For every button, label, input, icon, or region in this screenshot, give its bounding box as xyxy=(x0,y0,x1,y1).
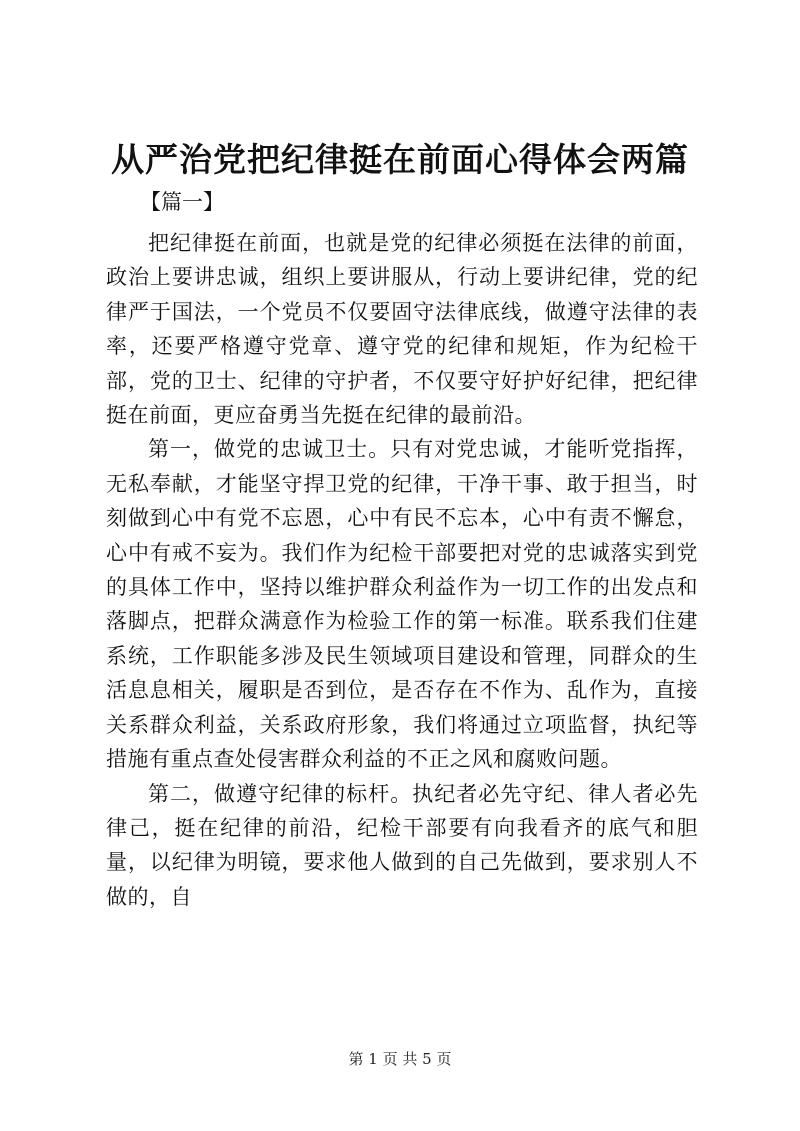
page-footer: 第 1 页 共 5 页 xyxy=(348,1050,452,1068)
paragraph-second-point: 第二，做遵守纪律的标杆。执纪者必先守纪、律人者必先律己，挺在纪律的前沿，纪检干部要有向我看齐的底气和胆量，以纪律为明镜，要求他人做到的自己先做到，要求别人不做的，自 xyxy=(106,781,698,909)
body-text xyxy=(106,226,698,914)
page-title: 从严治党把纪律挺在前面心得体会两篇 xyxy=(111,140,689,179)
paragraph-first-point: 第一，做党的忠诚卫士。只有对党忠诚，才能听党指挥，无私奉献，才能坚守捍卫党的纪律，干净干事、敢于担当，时刻做到心中有党不忘恩，心中有民不忘本，心中有责不懈怠，心中有戒不妄为。我们作为纪检干部要把对党的忠诚落实到党的具体工作中，坚持以维护群众利益作为一切工作的出发点和落脚点，把群众满意作为检验工作的第一标准。联系我们住建系统，工作职能多涉及民生领域项目建设和管理，同群众的生活息息相关，履职是否到位，是否存在不作为、乱作为，直接关系群众利益，关系政府形象，我们将通过立项监督，执纪等措施有重点查处侵害群众利益的不正之风和腐败问题。 xyxy=(106,437,698,772)
paragraph-intro: 把纪律挺在前面，也就是党的纪律必须挺在法律的前面，政治上要讲忠诚，组织上要讲服从，行动上要讲纪律，党的纪律严于国法，一个党员不仅要固守法律底线，做遵守法律的表率，还要严格遵守党章、遵守党的纪律和规矩，作为纪检干部，党的卫士、纪律的守护者，不仅要守好护好纪律，把纪律挺在前面，更应奋勇当先挺在纪律的最前沿。 xyxy=(106,231,698,428)
section-label: 【篇一】 xyxy=(140,190,224,214)
